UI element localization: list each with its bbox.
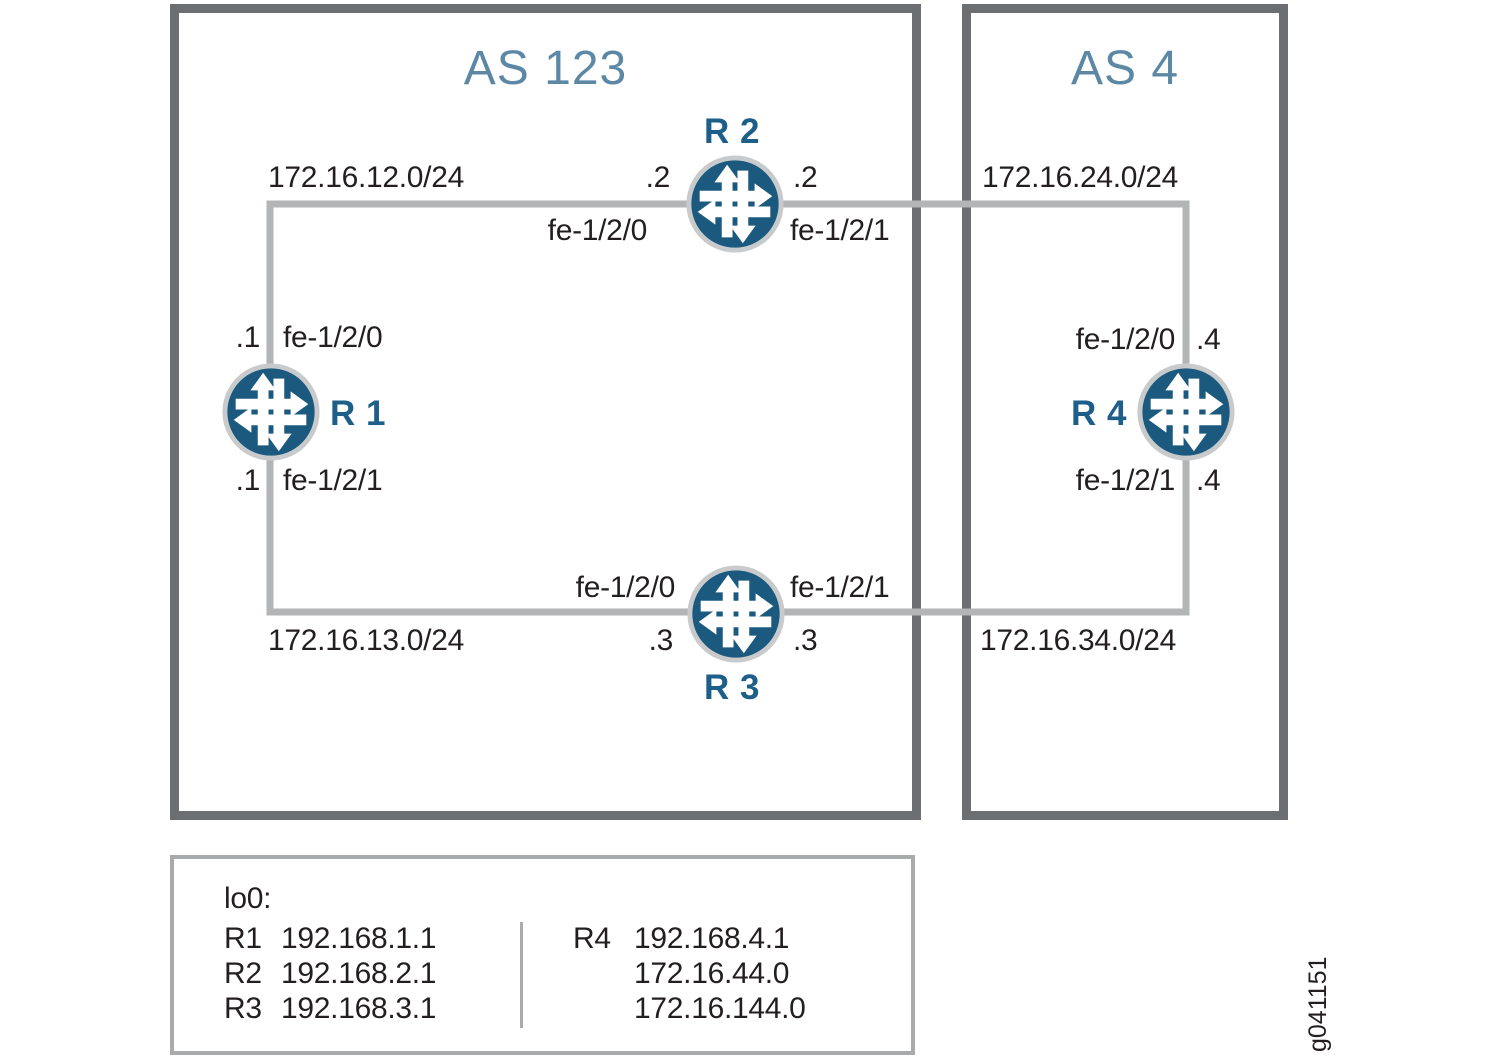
- subnet-label-172-16-34: 172.16.34.0/24: [980, 624, 1176, 657]
- router-label-r4: R 4: [1071, 394, 1127, 433]
- legend-address-r3: 192.168.3.1: [281, 992, 437, 1025]
- router-label-r3: R 3: [704, 668, 760, 707]
- as4-label: AS 4: [1070, 42, 1180, 95]
- if-label-r4-fe120: fe-1/2/0: [1075, 323, 1175, 356]
- addr-label-r2-fe121: .2: [793, 161, 818, 194]
- addr-label-r2-fe120: .2: [645, 161, 670, 194]
- if-label-r2-fe121: fe-1/2/1: [790, 214, 890, 247]
- subnet-label-172-16-12: 172.16.12.0/24: [268, 161, 464, 194]
- legend-address-r2: 192.168.2.1: [281, 957, 437, 990]
- router-icon-r3: [685, 563, 787, 665]
- figure-id: g041151: [1304, 956, 1332, 1052]
- legend-divider: [520, 922, 523, 1028]
- legend-router-r1: R1: [224, 922, 262, 955]
- router-label-r2: R 2: [704, 112, 760, 151]
- router-icon-r2: [684, 153, 786, 255]
- legend-router-r3: R3: [224, 992, 262, 1025]
- if-label-r3-fe121: fe-1/2/1: [790, 571, 890, 604]
- addr-label-r1-fe121: .1: [235, 464, 260, 497]
- if-label-r3-fe120: fe-1/2/0: [575, 571, 675, 604]
- juniper-router-icon: [684, 153, 786, 255]
- if-label-r1-fe121: fe-1/2/1: [283, 464, 383, 497]
- router-label-r1: R 1: [330, 394, 386, 433]
- as123-label: AS 123: [463, 42, 628, 95]
- addr-label-r3-fe120: .3: [648, 624, 673, 657]
- addr-label-r3-fe121: .3: [793, 624, 818, 657]
- juniper-router-icon: [220, 361, 322, 463]
- if-label-r1-fe120: fe-1/2/0: [283, 321, 383, 354]
- juniper-router-icon: [1135, 361, 1237, 463]
- legend-address-r1: 192.168.1.1: [281, 922, 437, 955]
- subnet-label-172-16-13: 172.16.13.0/24: [268, 624, 464, 657]
- legend-box: [170, 855, 915, 1055]
- legend-address-r4-net144: 172.16.144.0: [634, 992, 806, 1025]
- if-label-r4-fe121: fe-1/2/1: [1075, 464, 1175, 497]
- addr-label-r4-fe121: .4: [1196, 464, 1221, 497]
- router-icon-r4: [1135, 361, 1237, 463]
- if-label-r2-fe120: fe-1/2/0: [547, 214, 647, 247]
- legend-address-r4-net44: 172.16.44.0: [634, 957, 790, 990]
- juniper-router-icon: [685, 563, 787, 665]
- legend-title: lo0:: [224, 882, 272, 915]
- addr-label-r1-fe120: .1: [235, 321, 260, 354]
- addr-label-r4-fe120: .4: [1196, 323, 1221, 356]
- legend-address-r4-lo0: 192.168.4.1: [634, 922, 790, 955]
- subnet-label-172-16-24: 172.16.24.0/24: [982, 161, 1178, 194]
- legend-router-r2: R2: [224, 957, 262, 990]
- legend-router-r4: R4: [573, 922, 611, 955]
- router-icon-r1: [220, 361, 322, 463]
